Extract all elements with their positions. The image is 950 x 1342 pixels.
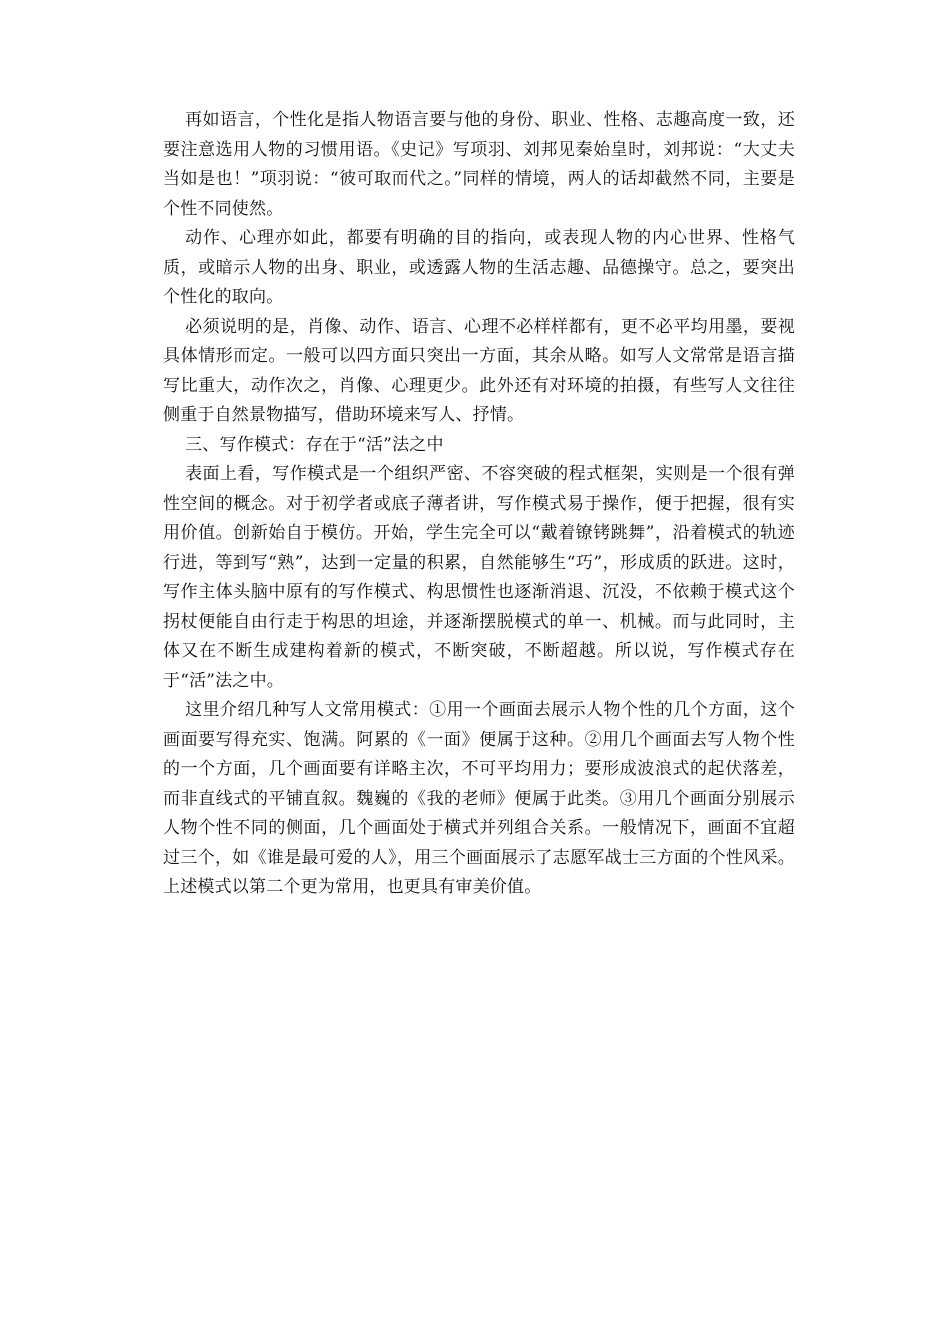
paragraph-language-individuality: 再如语言，个性化是指人物语言要与他的身份、职业、性格、志趣高度一致，还要注意选用人物的习惯用语。《史记》写项羽、刘邦见秦始皇时，刘邦说：“大丈夫当如是也！”项羽说：“彼可取而代之。”同样的情境，两人的话却截然不同，主要是个性不同使然。 — [163, 110, 795, 219]
paragraph-pattern-flexibility: 表面上看，写作模式是一个组织严密、不容突破的程式框架，实则是一个很有弹性空间的概念。对于初学者或底子薄者讲，写作模式易于操作，便于把握，很有实用价值。创新始自于模仿。开始，学生完全可以“戴着镣铐跳舞”，沿着模式的轨迹行进，等到写“熟”，达到一定量的积累，自然能够生“巧”，形成质的跃进。这时，写作主体头脑中原有的写作模式、构思惯性也逐渐消退、沉没，不依赖于模式这个拐杖便能自由行走于构思的坦途，并逐渐摆脱模式的单一、机械。而与此同时，主体又在不断生成建构着新的模式，不断突破，不断超越。所以说，写作模式存在于“活”法之中。 — [163, 464, 795, 691]
document-body — [163, 106, 795, 903]
section-heading-writing-pattern: 三、写作模式：存在于“活”法之中 — [185, 434, 444, 455]
paragraph-action-psychology: 动作、心理亦如此，都要有明确的目的指向，或表现人物的内心世界、性格气质，或暗示人物的出身、职业，或透露人物的生活志趣、品德操守。总之，要突出个性化的取向。 — [163, 228, 795, 307]
paragraph-selective-description: 必须说明的是，肖像、动作、语言、心理不必样样都有，更不必平均用墨，要视具体情形而定。一般可以四方面只突出一方面，其余从略。如写人文常常是语言描写比重大，动作次之，肖像、心理更少。此外还有对环境的拍摄，有些写人文往往侧重于自然景物描写，借助环境来写人、抒情。 — [163, 316, 795, 425]
paragraph-common-patterns: 这里介绍几种写人文常用模式：①用一个画面去展示人物个性的几个方面，这个画面要写得充实、饱满。阿累的《一面》便属于这种。②用几个画面去写人物个性的一个方面，几个画面要有详略主次，不可平均用力；要形成波浪式的起伏落差，而非直线式的平铺直叙。魏巍的《我的老师》便属于此类。③用几个画面分别展示人物个性不同的侧面，几个画面处于横式并列组合关系。一般情况下，画面不宜超过三个，如《谁是最可爱的人》，用三个画面展示了志愿军战士三方面的个性风采。上述模式以第二个更为常用，也更具有审美价值。 — [163, 700, 795, 897]
